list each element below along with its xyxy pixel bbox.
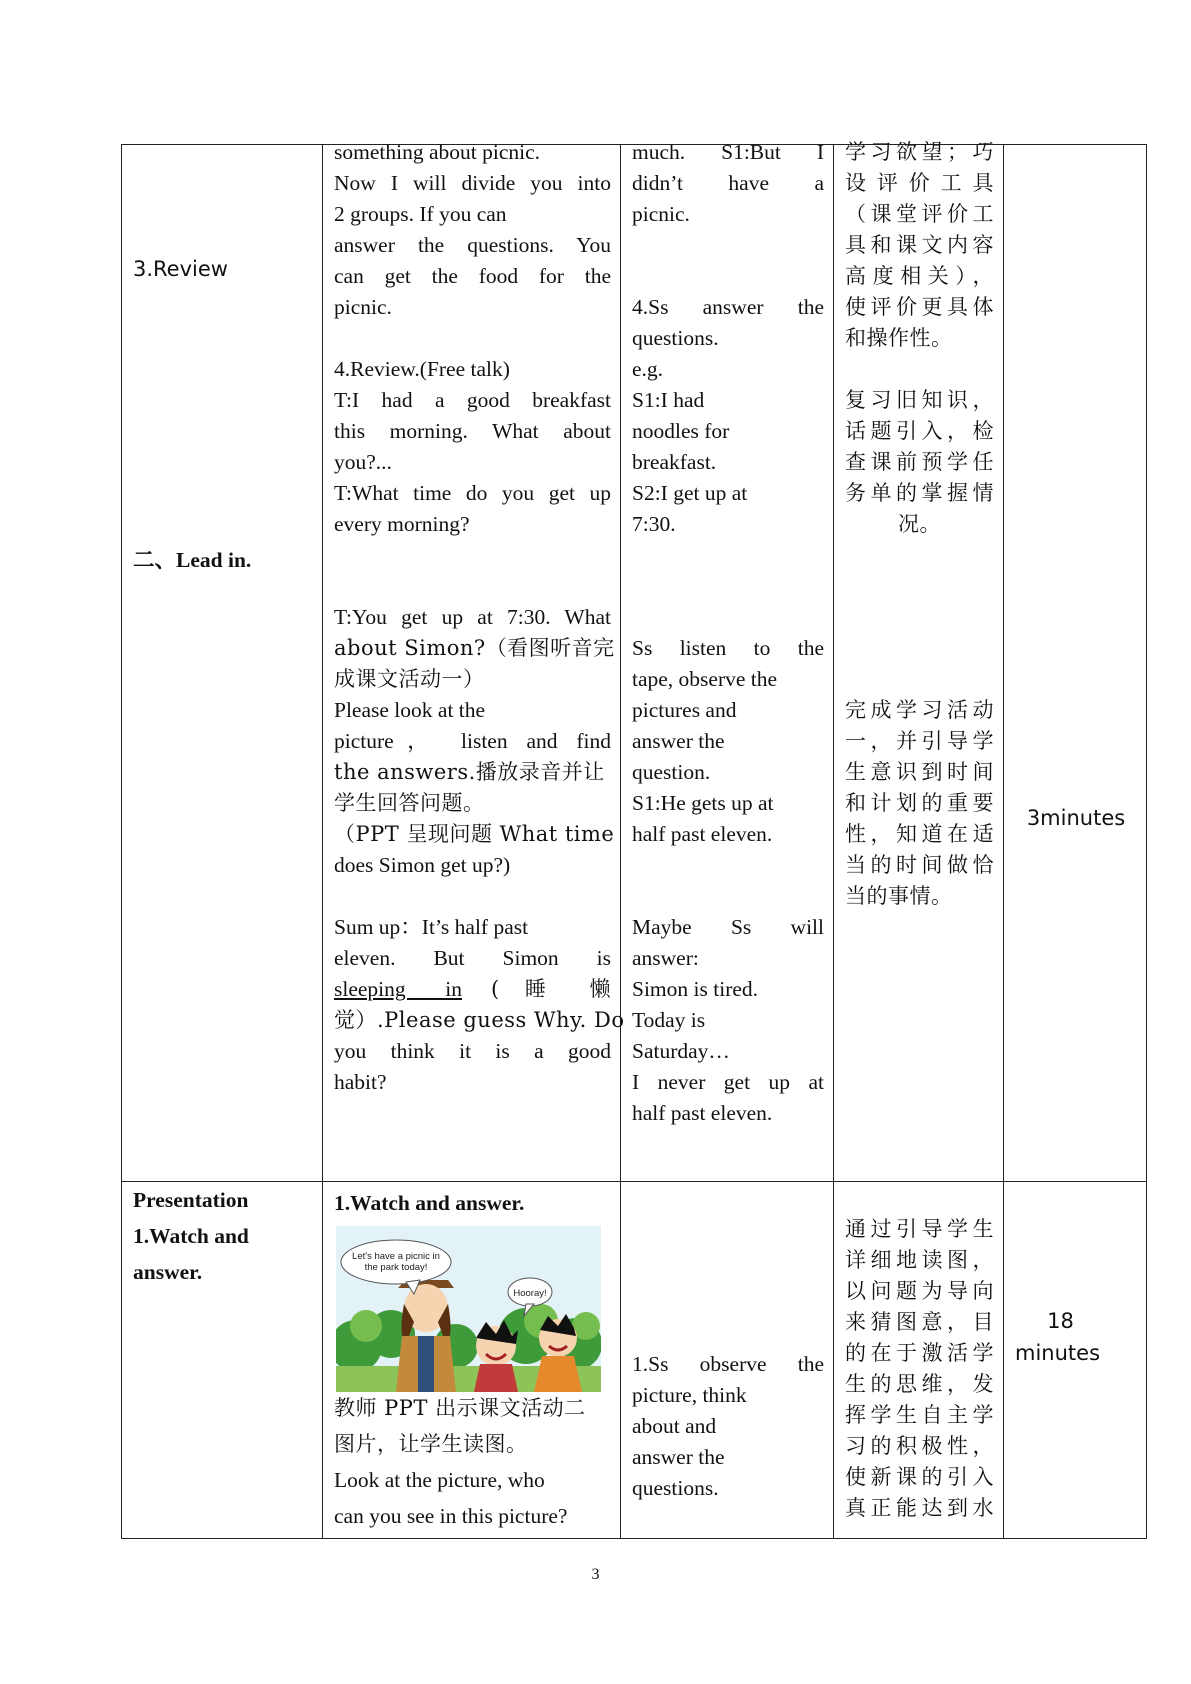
teacher-heading: 1.Watch and answer.: [334, 1191, 525, 1215]
student-activity-cell: [621, 140, 834, 1182]
teacher-line: Look at the picture, who: [334, 1468, 545, 1492]
table-row: [122, 145, 1147, 1182]
teacher-line: T:What time do you get up: [334, 481, 611, 505]
teacher-line: 觉）.Please guess Why. Do: [334, 1008, 625, 1032]
teacher-line: answer the questions. You: [334, 233, 611, 257]
teacher-line: Now I will divide you into: [334, 171, 611, 195]
student-line: pictures and: [632, 698, 737, 722]
purpose-line: （课堂评价工: [845, 202, 994, 226]
student-line: picture, think: [632, 1383, 747, 1407]
page-number: 3: [591, 1566, 600, 1583]
student-line: Saturday…: [632, 1039, 730, 1063]
student-line: 4.Ss answer the: [632, 295, 824, 319]
teacher-line: you think it is a good: [334, 1039, 611, 1063]
student-line: half past eleven.: [632, 1101, 773, 1125]
purpose-line: 完成学习活动: [845, 698, 994, 722]
purpose-line: 详细地读图，: [845, 1248, 994, 1272]
teacher-line: can get the food for the: [334, 264, 611, 288]
teacher-line: T:You get up at 7:30. What: [334, 605, 611, 629]
student-line: questions.: [632, 1476, 719, 1500]
teacher-line: the answers.播放录音并让: [334, 760, 605, 784]
student-line: picnic.: [632, 202, 690, 226]
student-activity-cell: [621, 1182, 834, 1539]
step-review: 3.Review: [133, 257, 228, 281]
step-cell: [122, 145, 323, 1182]
student-line: 7:30.: [632, 512, 676, 536]
student-line: much. S1:But I: [632, 140, 824, 164]
step-watch-answer-cont: answer.: [133, 1260, 203, 1284]
student-line: question.: [632, 760, 711, 784]
student-line: Simon is tired.: [632, 977, 759, 1001]
purpose-line: 习的积极性，: [845, 1434, 994, 1458]
teacher-line: Sum up：It’s half past: [334, 915, 529, 939]
purpose-line: 和计划的重要: [845, 791, 994, 815]
picnic-cartoon-image: [336, 1226, 601, 1392]
student-line: breakfast.: [632, 450, 717, 474]
purpose-line: 通过引导学生: [845, 1217, 994, 1241]
student-line: S1:I had: [632, 388, 705, 412]
time-value: 18: [1047, 1309, 1074, 1333]
table-row: [122, 1182, 1147, 1539]
step-lead-in: 二、Lead in.: [133, 548, 252, 572]
svg-text:Let's have a picnic in: Let's have a picnic in: [352, 1251, 440, 1262]
time-value: 3minutes: [1026, 806, 1126, 830]
teacher-line: something about picnic.: [334, 140, 541, 164]
teacher-line: 成课文活动一）: [334, 667, 485, 691]
purpose-line: 生意识到时间: [845, 760, 994, 784]
purpose-line: 挥学生自主学: [845, 1403, 994, 1427]
teacher-line: can you see in this picture?: [334, 1504, 568, 1528]
purpose-line: 生的思维，发: [845, 1372, 994, 1396]
time-cell: [1004, 145, 1147, 1182]
student-line: answer:: [632, 946, 699, 970]
purpose-line: 学习欲望；巧: [845, 140, 994, 164]
purpose-line: 真正能达到水: [845, 1496, 994, 1520]
purpose-line: 查课前预学任: [845, 450, 994, 474]
student-line: Maybe Ss will: [632, 915, 824, 939]
student-line: answer the: [632, 1445, 725, 1469]
purpose-line: 具和课文内容: [845, 233, 994, 257]
step-presentation: Presentation: [133, 1188, 249, 1212]
teacher-line: （PPT 呈现问题 What time: [334, 822, 615, 846]
purpose-line: 务单的掌握情: [845, 481, 994, 505]
time-cell: [1004, 1182, 1147, 1539]
underlined-term: sleeping in: [334, 977, 462, 1001]
student-line: S2:I get up at: [632, 481, 748, 505]
teacher-line: about Simon?（看图听音完: [334, 636, 615, 660]
purpose-line: 复习旧知识，: [845, 388, 994, 412]
teacher-line: 图片，让学生读图。: [334, 1432, 528, 1456]
purpose-line: 和操作性。: [845, 326, 953, 350]
purpose-line: 以问题为导向: [845, 1279, 994, 1303]
student-line: Ss listen to the: [632, 636, 824, 660]
purpose-line: 一，并引导学: [845, 729, 994, 753]
student-line: S1:He gets up at: [632, 791, 774, 815]
purpose-line: 况。: [898, 512, 941, 536]
student-line: questions.: [632, 326, 719, 350]
teacher-line: picnic.: [334, 295, 392, 319]
teacher-line: 4.Review.(Free talk): [334, 357, 510, 381]
purpose-line: 使评价更具体: [845, 295, 994, 319]
purpose-line: 设评价工具: [845, 171, 994, 195]
teacher-line: every morning?: [334, 512, 470, 536]
step-cell: [122, 1182, 323, 1539]
purpose-line: 性，知道在适: [845, 822, 994, 846]
textbook-illustration: [336, 1226, 601, 1392]
purpose-cell: [834, 140, 1004, 1182]
teacher-line: does Simon get up?): [334, 853, 511, 877]
student-line: I never get up at: [632, 1070, 824, 1094]
teacher-line: Please look at the: [334, 698, 486, 722]
teacher-line: eleven. But Simon is: [334, 946, 611, 970]
student-line: noodles for: [632, 419, 730, 443]
time-unit: minutes: [1015, 1341, 1101, 1365]
step-watch-answer: 1.Watch and: [133, 1224, 249, 1248]
teacher-line: habit?: [334, 1070, 387, 1094]
teacher-line: 教师 PPT 出示课文活动二: [334, 1396, 586, 1420]
teacher-line: 学生回答问题。: [334, 791, 485, 815]
teacher-line: 2 groups. If you can: [334, 202, 507, 226]
purpose-line: 使新课的引入: [845, 1465, 994, 1489]
student-line: didn’t have a: [632, 171, 824, 195]
purpose-line: 当的时间做恰: [845, 853, 994, 877]
purpose-line: 当的事情。: [845, 884, 953, 908]
lesson-plan-table: [121, 140, 1147, 1539]
student-line: answer the: [632, 729, 725, 753]
teacher-line: ( 睡 懒: [491, 977, 611, 1001]
student-line: about and: [632, 1414, 717, 1438]
purpose-cell: [834, 1182, 1004, 1539]
purpose-line: 高度相关），: [845, 264, 994, 288]
student-line: tape, observe the: [632, 667, 778, 691]
purpose-line: 的在于激活学: [845, 1341, 994, 1365]
svg-text:the park today!: the park today!: [364, 1262, 428, 1273]
student-line: e.g.: [632, 357, 664, 381]
purpose-line: 话题引入，检: [845, 419, 994, 443]
teacher-line: picture， listen and find: [334, 729, 611, 753]
student-line: 1.Ss observe the: [632, 1352, 824, 1376]
student-line: half past eleven.: [632, 822, 773, 846]
purpose-line: 来猜图意，目: [845, 1310, 994, 1334]
teacher-activity-cell: [323, 140, 625, 1182]
teacher-activity-cell: [323, 1182, 621, 1539]
teacher-line: you?...: [334, 450, 392, 474]
teacher-line: this morning. What about: [334, 419, 611, 443]
student-line: Today is: [632, 1008, 706, 1032]
teacher-line: T:I had a good breakfast: [334, 388, 611, 412]
svg-text:Hooray!: Hooray!: [513, 1288, 547, 1299]
